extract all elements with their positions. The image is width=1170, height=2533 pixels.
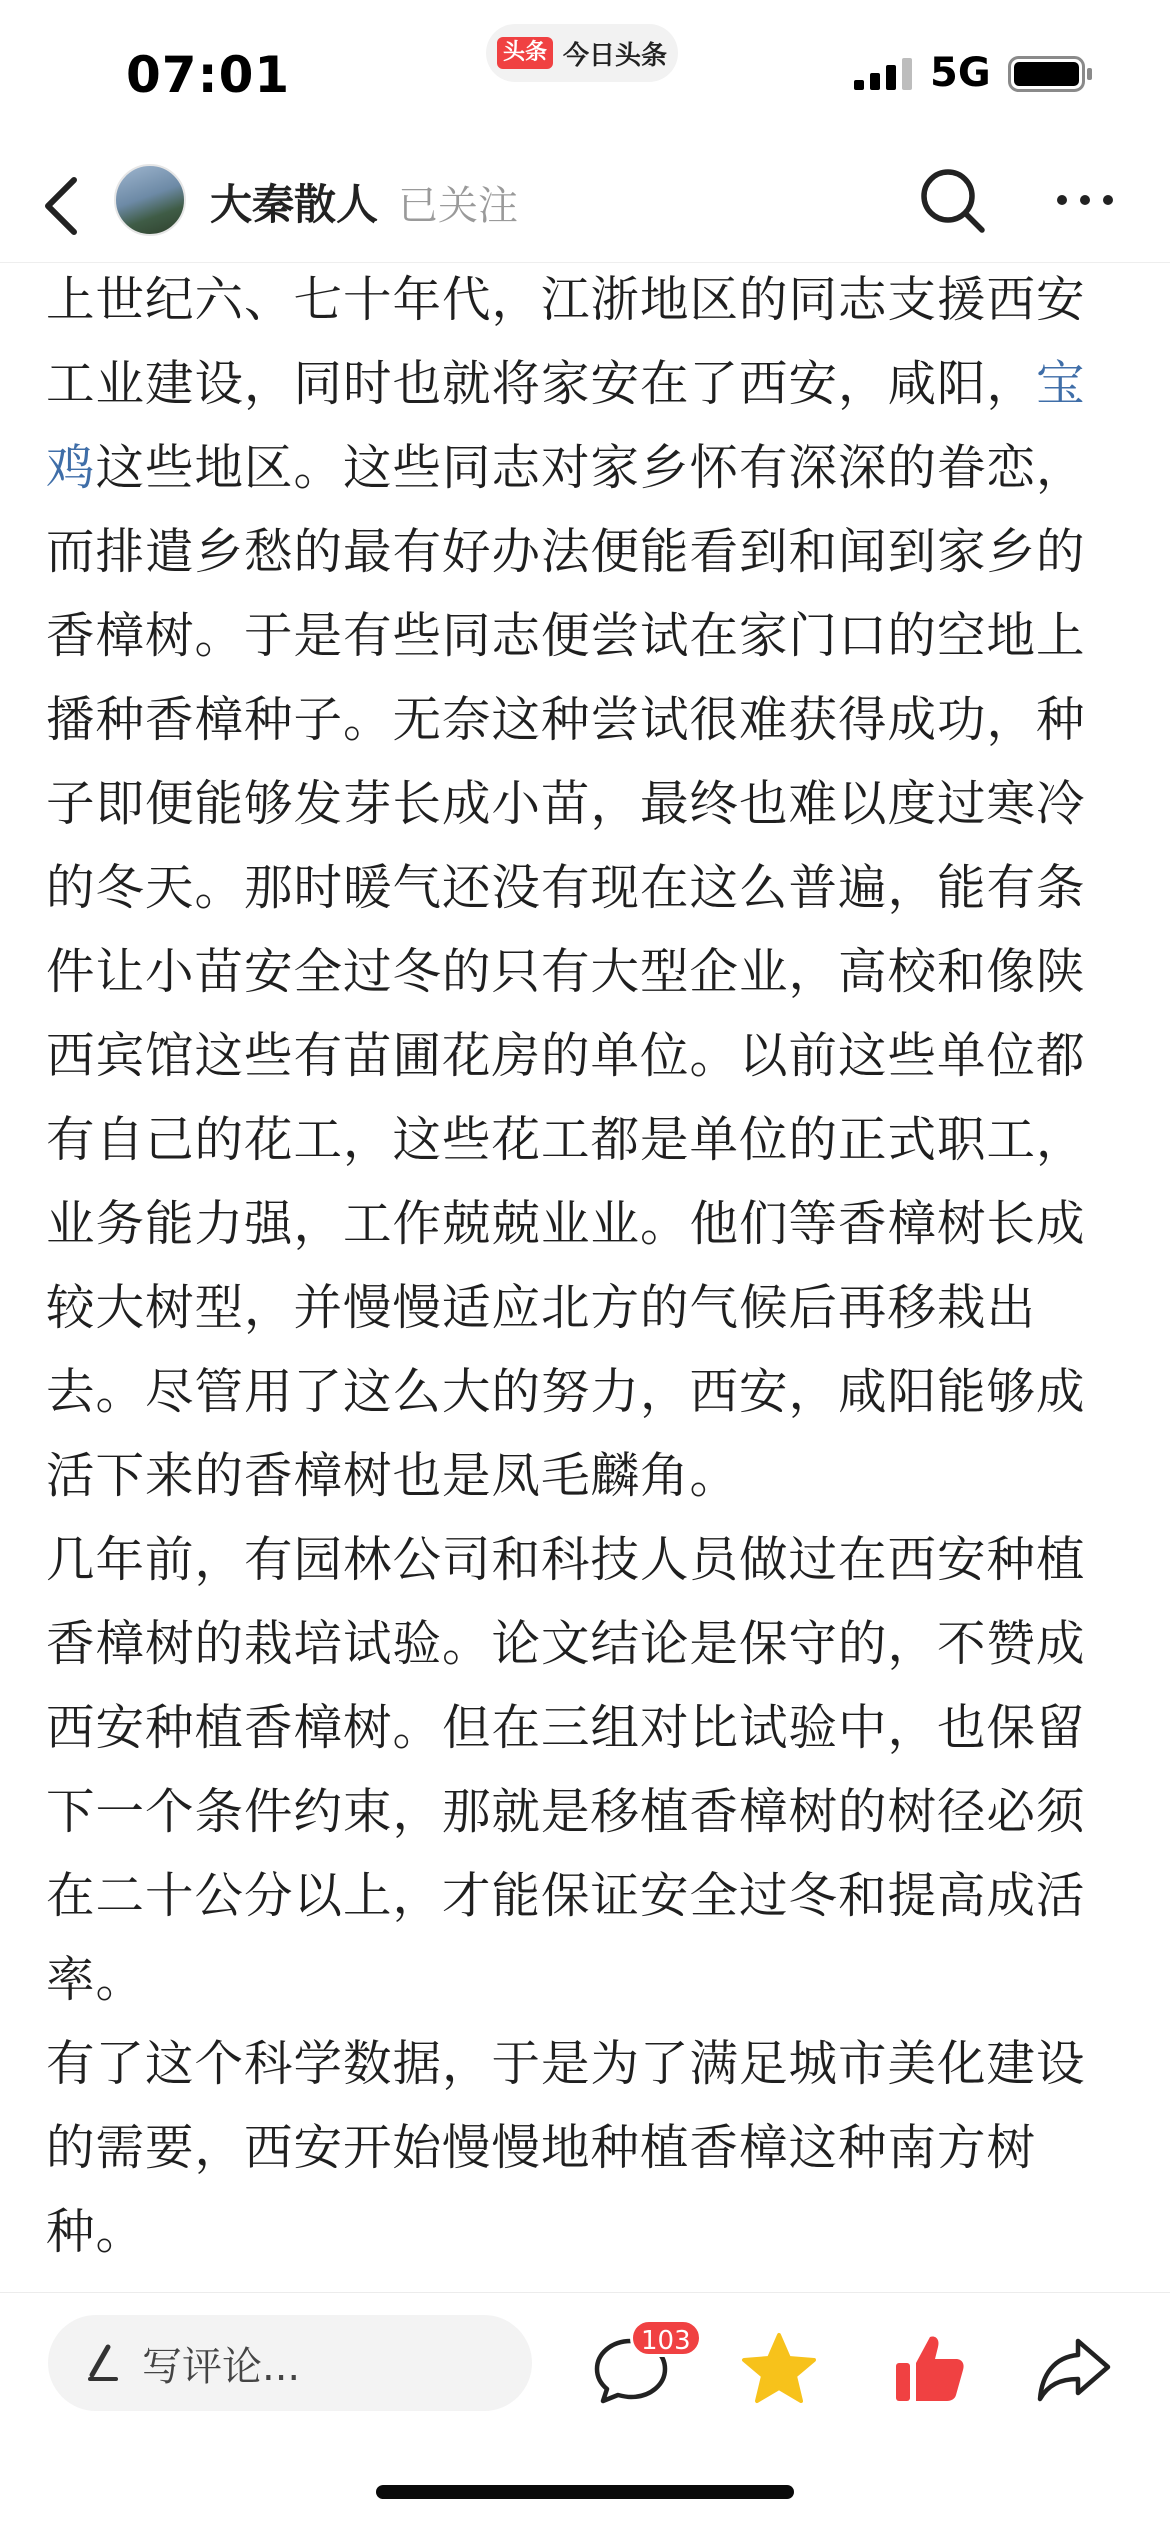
article-paragraph-3: 有了这个科学数据，于是为了满足城市美化建设的需要，西安开始慢慢地种植香樟这种南方树种。 bbox=[46, 2036, 1086, 2260]
battery-icon bbox=[1008, 56, 1094, 92]
app-name: 今日头条 bbox=[563, 40, 668, 71]
thumbs-up-icon[interactable] bbox=[892, 2331, 966, 2405]
pen-icon bbox=[78, 2341, 122, 2385]
share-arrow-icon[interactable] bbox=[1036, 2335, 1112, 2403]
app-logo: 头条 bbox=[497, 37, 553, 69]
more-horizontal-icon[interactable] bbox=[1054, 190, 1116, 210]
status-time: 07:01 bbox=[126, 46, 291, 104]
cellular-signal-icon bbox=[854, 58, 914, 90]
paragraph-text: 上世纪六、七十年代，江浙地区的同志支援西安工业建设，同时也就将家安在了西安，咸阳， bbox=[46, 272, 1086, 412]
bottom-action-bar bbox=[0, 2292, 1170, 2533]
network-type: 5G bbox=[930, 50, 991, 96]
status-bar bbox=[0, 0, 1170, 150]
comment-input[interactable] bbox=[48, 2315, 532, 2411]
comment-placeholder: 写评论... bbox=[142, 2343, 301, 2390]
home-indicator[interactable] bbox=[376, 2485, 794, 2499]
article-paragraph-1 bbox=[46, 258, 1126, 1518]
place-link-baoji[interactable]: 宝鸡 bbox=[46, 356, 1086, 496]
follow-status-button[interactable]: 已关注 bbox=[398, 183, 518, 229]
app-indicator-pill[interactable] bbox=[486, 24, 678, 82]
comment-count-badge: 103 bbox=[630, 2319, 702, 2357]
search-icon[interactable] bbox=[916, 164, 988, 236]
article-header bbox=[0, 150, 1170, 263]
paragraph-text: 这些地区。这些同志对家乡怀有深深的眷恋，而排遣乡愁的最有好办法便能看到和闻到家乡的香樟树。于是有些同志便尝试在家门口的空地上播种香樟种子。无奈这种尝试很难获得成功，种子即便能够发芽长成小苗，最终也难以度过寒冷的冬天。那时暖气还没有现在这么普遍，能有条件让小苗安全过冬的只有大型企业，高校和像陕西宾馆这些有苗圃花房的单位。以前这些单位都有自己的花工，这些花工都是单位的正式职工，业务能力强，工作兢兢业业。他们等香樟树长成较大树型，并慢慢适应北方的气候后再移栽出去。尽管用了这么大的努力，西安，咸阳能够成活下来的香樟树也是凤毛麟角。 bbox=[46, 440, 1086, 1504]
star-icon[interactable] bbox=[740, 2331, 818, 2407]
author-avatar[interactable] bbox=[114, 164, 186, 236]
article-paragraph-2: 几年前，有园林公司和科技人员做过在西安种植香樟树的栽培试验。论文结论是保守的，不赞成西安种植香樟树。但在三组对比试验中，也保留下一个条件约束，那就是移植香樟树的树径必须在二十公分以上，才能保证安全过冬和提高成活率。 bbox=[46, 1532, 1086, 2008]
article-body bbox=[46, 258, 1126, 2260]
author-name[interactable]: 大秦散人 bbox=[210, 180, 379, 229]
chevron-left-icon[interactable] bbox=[36, 174, 86, 238]
